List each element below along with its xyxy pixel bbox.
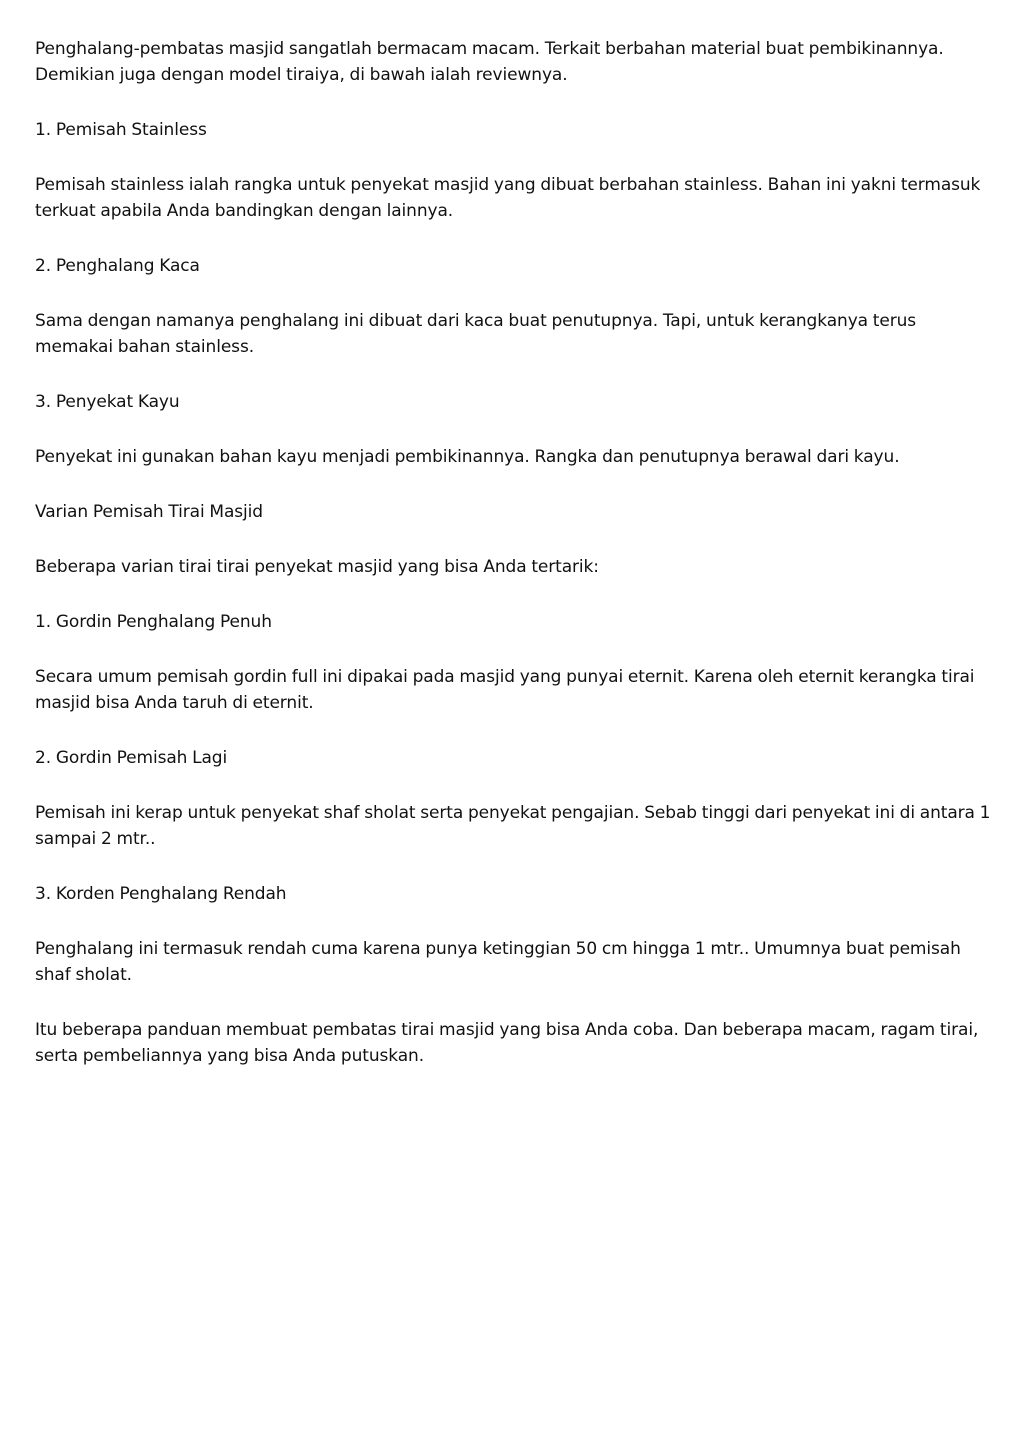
paragraph-penyekat-kayu: Penyekat ini gunakan bahan kayu menjadi pembikinannya. Rangka dan penutupnya berawal dari kayu. [35,447,900,467]
heading-gordin-pemisah-lagi: 2. Gordin Pemisah Lagi [35,748,228,768]
closing-paragraph: Itu beberapa panduan membuat pembatas tirai masjid yang bisa Anda coba. Dan beberapa macam, ragam tirai, serta pembeliannya yang bisa Anda putuskan. [35,1020,979,1066]
document-body [35,36,995,1098]
paragraph-gordin-pemisah-lagi: Pemisah ini kerap untuk penyekat shaf sholat serta penyekat pengajian. Sebab tinggi dari penyekat ini di antara 1 sampai 2 mtr.. [35,803,991,849]
heading-penyekat-kayu: 3. Penyekat Kayu [35,392,180,412]
heading-varian-pemisah: Varian Pemisah Tirai Masjid [35,502,263,522]
heading-pemisah-stainless: 1. Pemisah Stainless [35,120,207,140]
paragraph-pemisah-stainless: Pemisah stainless ialah rangka untuk penyekat masjid yang dibuat berbahan stainless. Bahan ini yakni termasuk terkuat apabila Anda bandingkan dengan lainnya. [35,175,981,221]
paragraph-korden-rendah: Penghalang ini termasuk rendah cuma karena punya ketinggian 50 cm hingga 1 mtr.. Umumnya buat pemisah shaf sholat. [35,939,961,985]
intro-paragraph: Penghalang-pembatas masjid sangatlah bermacam macam. Terkait berbahan material buat pembikinannya. Demikian juga dengan model tiraiya, di bawah ialah reviewnya. [35,39,944,85]
heading-korden-rendah: 3. Korden Penghalang Rendah [35,884,287,904]
heading-gordin-penuh: 1. Gordin Penghalang Penuh [35,612,272,632]
paragraph-penghalang-kaca: Sama dengan namanya penghalang ini dibuat dari kaca buat penutupnya. Tapi, untuk kerangkanya terus memakai bahan stainless. [35,311,917,357]
paragraph-varian-intro: Beberapa varian tirai tirai penyekat masjid yang bisa Anda tertarik: [35,557,599,577]
paragraph-gordin-penuh: Secara umum pemisah gordin full ini dipakai pada masjid yang punyai eternit. Karena oleh eternit kerangka tirai masjid bisa Anda taruh di eternit. [35,667,975,713]
heading-penghalang-kaca: 2. Penghalang Kaca [35,256,200,276]
